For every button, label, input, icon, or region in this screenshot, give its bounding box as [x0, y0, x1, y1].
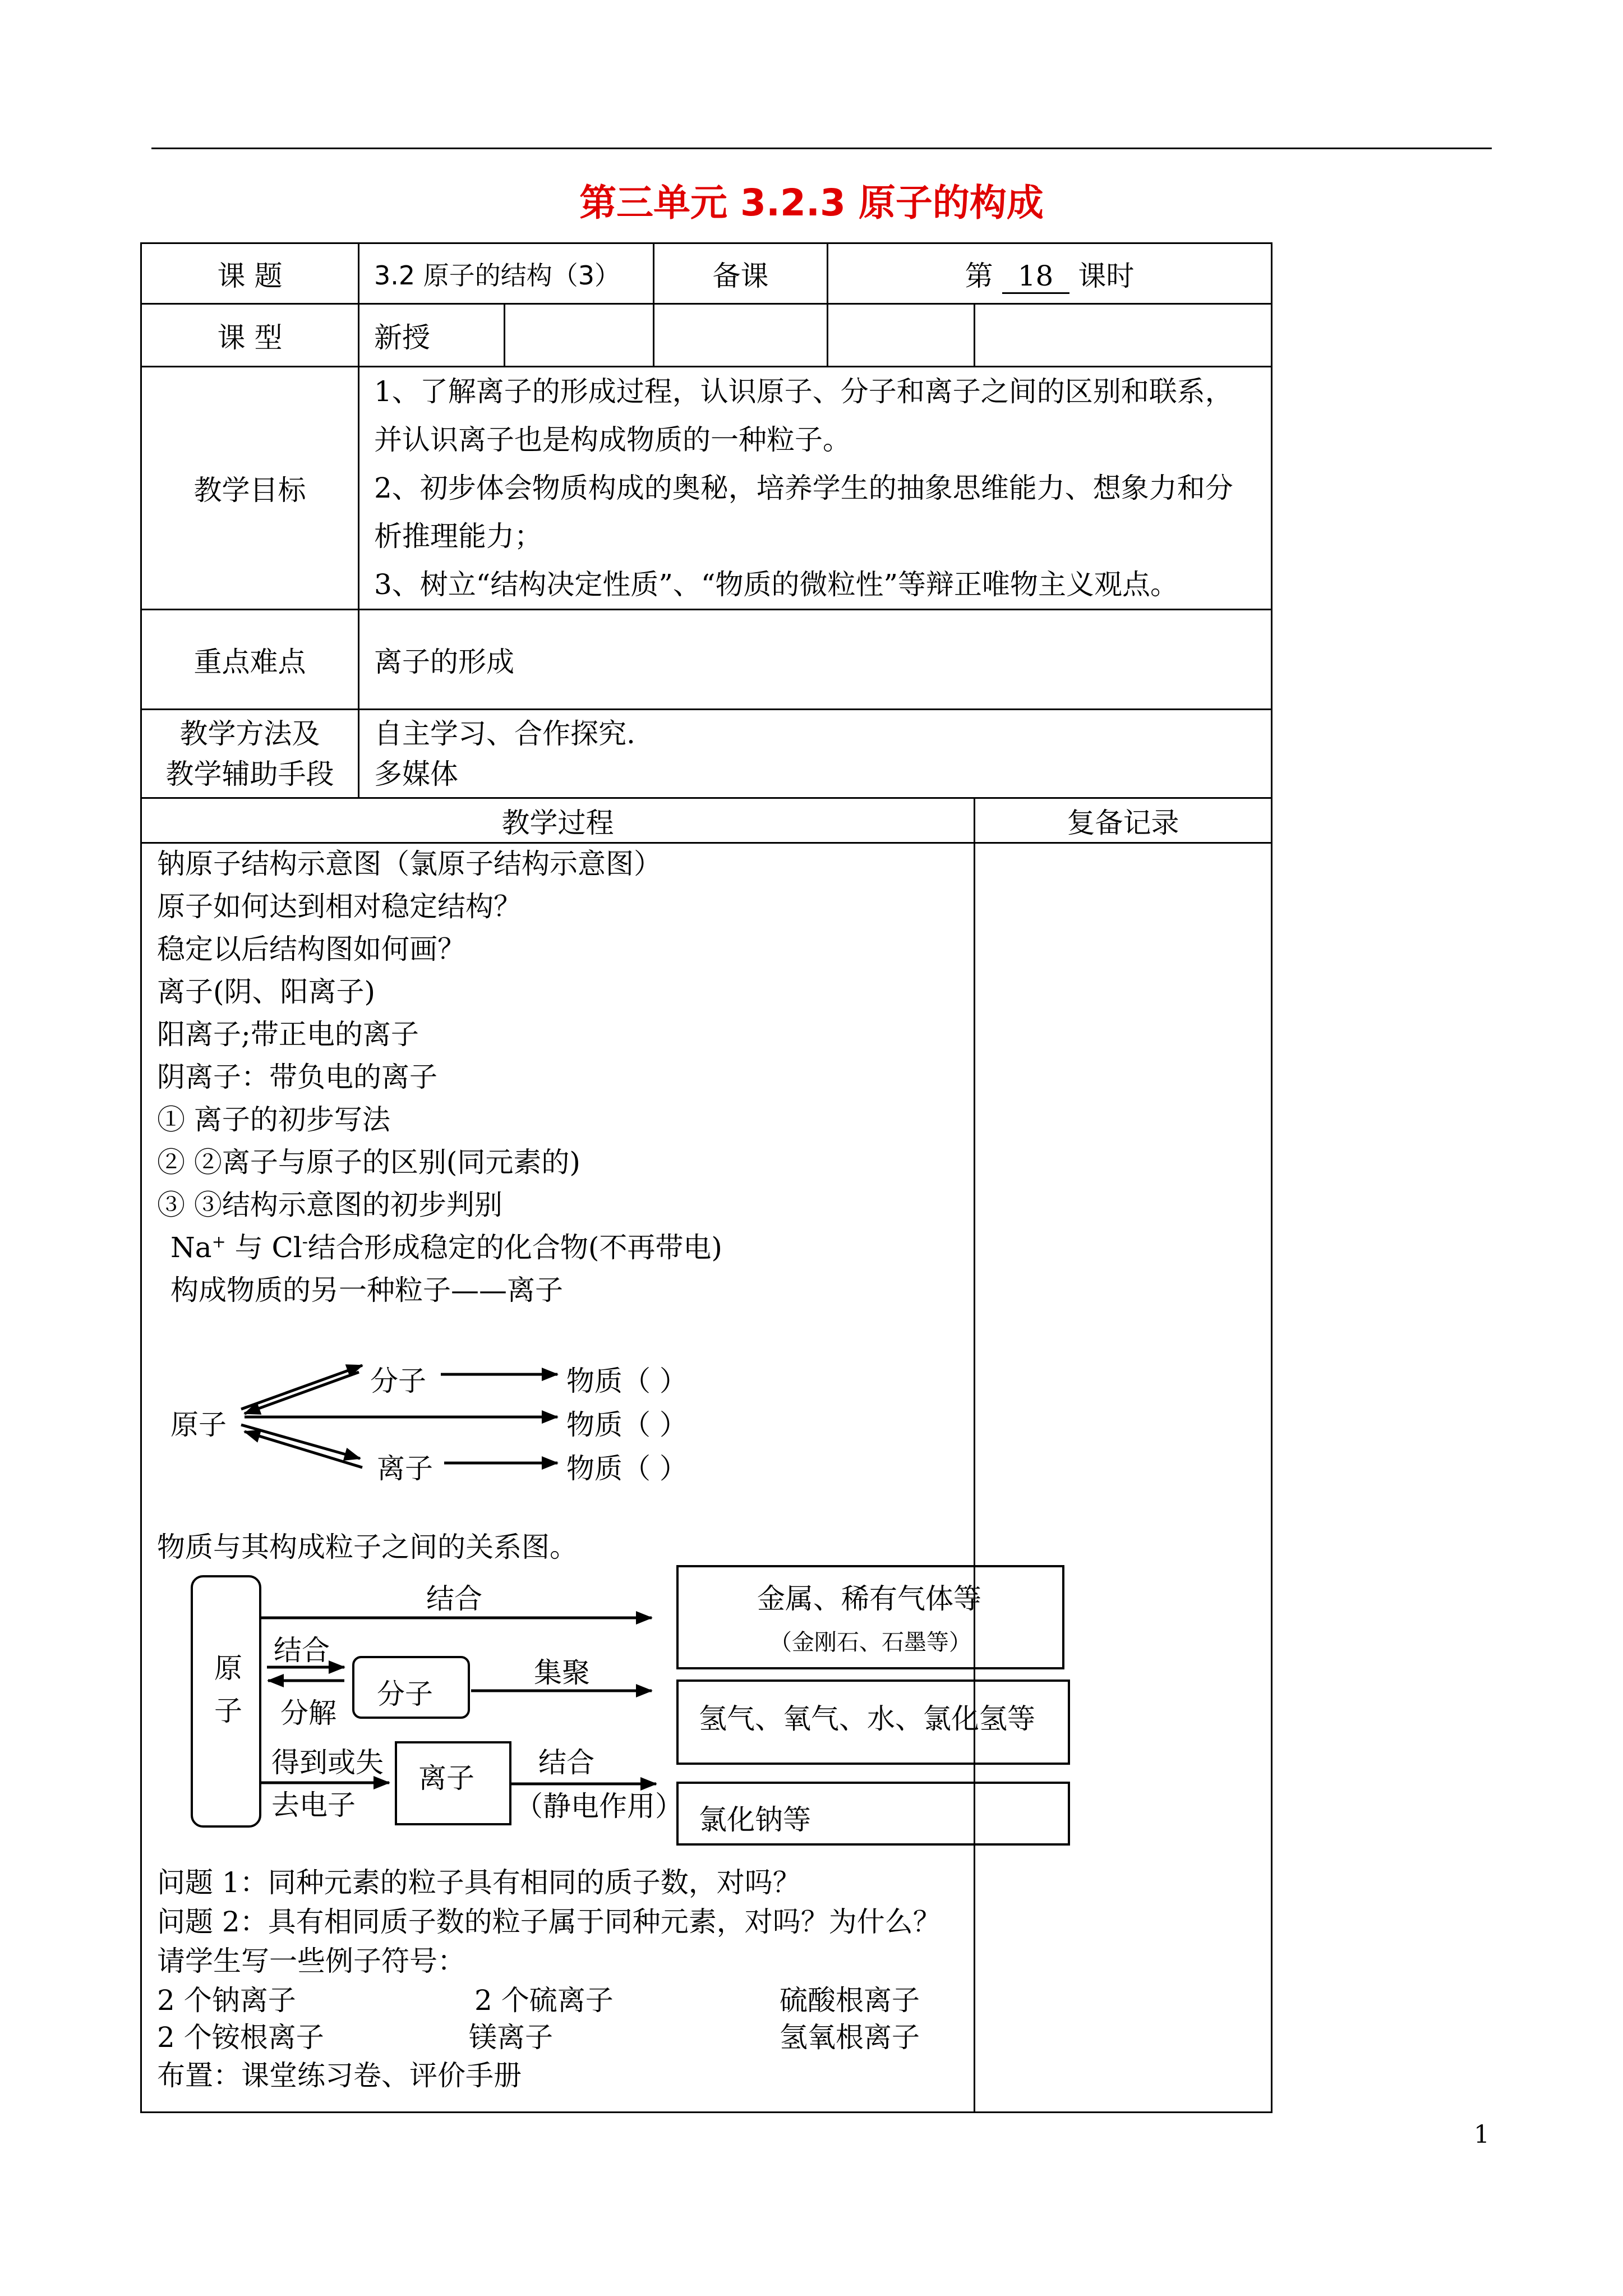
process-line: ② ②离子与原子的区别(同元素的) — [157, 1146, 580, 1179]
key-points-label: 重点难点 — [141, 610, 359, 710]
example-3: 硫酸根离子 — [780, 1984, 920, 2017]
d2-combine-ion: 结合 — [538, 1746, 594, 1779]
process-line: ③ ③结构示意图的初步判别 — [157, 1189, 502, 1221]
process-line: 离子(阴、阳离子) — [157, 976, 376, 1008]
d2-gain-lose-1: 得到或失 — [271, 1746, 384, 1779]
d2-atom-2: 子 — [214, 1695, 242, 1727]
d2-arrows — [261, 1618, 656, 1784]
na-cl-line: Na+ 与 Cl-结合形成稳定的化合物(不再带电) — [170, 1231, 722, 1264]
process-line: ① 离子的初步写法 — [157, 1103, 390, 1136]
d2-gather: 集聚 — [534, 1657, 590, 1689]
example-2: 2 个硫离子 — [474, 1984, 614, 2017]
d2-caption: 物质与其构成粒子之间的关系图。 — [157, 1531, 578, 1563]
methods-value-2: 多媒体 — [374, 757, 458, 790]
question-1: 问题 1：同种元素的粒子具有相同的质子数，对吗？ — [157, 1866, 801, 1899]
process-header: 教学过程 — [141, 798, 975, 843]
goal-line: 3、树立“结构决定性质”、“物质的微粒性”等辩正唯物主义观点。 — [374, 568, 1179, 601]
topic-label: 课 题 — [141, 243, 359, 304]
d2-electrostatic: （静电作用） — [515, 1790, 683, 1823]
methods-value-1: 自主学习、合作探究. — [374, 717, 635, 750]
d2-molecule: 分子 — [377, 1678, 433, 1710]
methods-label-1: 教学方法及 — [179, 717, 320, 750]
d2-metal: 金属、稀有气体等 — [757, 1582, 981, 1615]
goal-line: 析推理能力； — [374, 520, 542, 553]
lesson-suffix: 课时 — [1078, 259, 1135, 292]
d2-combine: 结合 — [274, 1634, 330, 1667]
example-4: 2 个铵根离子 — [157, 2021, 324, 2054]
page-number: 1 — [1474, 2120, 1490, 2149]
d1-arrows — [241, 1365, 557, 1467]
goal-line: 1、了解离子的形成过程，认识原子、分子和离子之间的区别和联系， — [374, 375, 1233, 408]
goal-line: 2、初步体会物质构成的奥秘，培养学生的抽象思维能力、想象力和分 — [374, 472, 1233, 504]
topic-value: 3.2 原子的结构（3） — [359, 243, 654, 304]
d2-nacl: 氯化钠等 — [699, 1803, 811, 1836]
d2-ion: 离子 — [418, 1762, 474, 1795]
d1-atom: 原子 — [170, 1409, 227, 1441]
d1-matter-1: 物质（ ） — [566, 1365, 688, 1397]
methods-label-2: 教学辅助手段 — [165, 757, 334, 790]
d2-gain-lose-2: 去电子 — [271, 1789, 356, 1821]
process-line: 原子如何达到相对稳定结构？ — [157, 890, 522, 923]
key-points-value: 离子的形成 — [359, 610, 1272, 710]
process-line: 阴离子：带负电的离子 — [157, 1061, 437, 1093]
type-label: 课 型 — [141, 304, 359, 367]
lesson-number: 18 — [1002, 260, 1069, 294]
example-5: 镁离子 — [469, 2021, 553, 2054]
goal-line: 并认识离子也是构成物质的一种粒子。 — [374, 424, 851, 456]
lesson-prefix: 第 — [965, 259, 993, 292]
d1-matter-3: 物质（ ） — [566, 1452, 688, 1485]
prep-label: 备课 — [654, 243, 828, 304]
ion-line: 构成物质的另一种粒子——离子 — [170, 1274, 563, 1306]
goals-label: 教学目标 — [141, 367, 359, 610]
type-value: 新授 — [359, 304, 505, 367]
page-title: 第三单元 3.2.3 原子的构成 — [579, 181, 1044, 224]
question-2: 问题 2：具有相同质子数的粒子属于同种元素，对吗？为什么？ — [157, 1906, 941, 1938]
d1-ion: 离子 — [377, 1452, 433, 1485]
d2-gases: 氢气、氧气、水、氯化氢等 — [699, 1703, 1035, 1735]
example-6: 氢氧根离子 — [780, 2021, 920, 2054]
process-line: 稳定以后结构图如何画？ — [157, 933, 465, 965]
example-1: 2 个钠离子 — [157, 1984, 296, 2017]
d2-decompose: 分解 — [280, 1697, 336, 1729]
process-line: 钠原子结构示意图（氯原子结构示意图） — [157, 848, 662, 880]
example-prompt: 请学生写一些例子符号： — [157, 1945, 465, 1977]
d2-metal-sub: （金刚石、石墨等） — [769, 1630, 971, 1655]
assignment: 布置：课堂练习卷、评价手册 — [157, 2059, 522, 2092]
process-line: 阳离子;带正电的离子 — [157, 1018, 419, 1051]
d2-atom-1: 原 — [214, 1652, 242, 1685]
d2-combine-top: 结合 — [426, 1582, 482, 1615]
d1-matter-2: 物质（ ） — [566, 1409, 688, 1441]
notes-header: 复备记录 — [975, 798, 1272, 843]
d1-molecule: 分子 — [370, 1365, 426, 1397]
